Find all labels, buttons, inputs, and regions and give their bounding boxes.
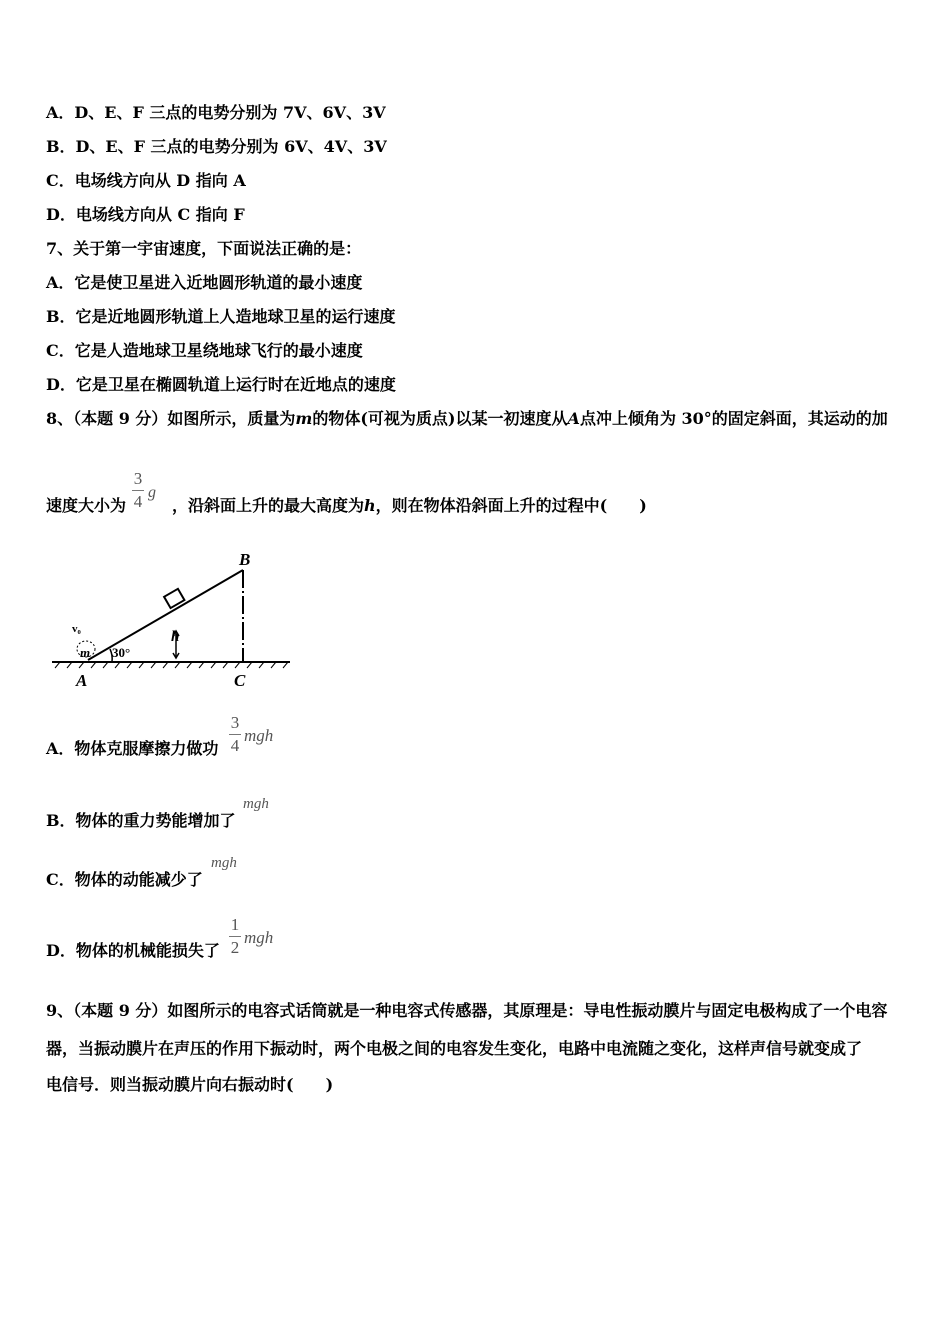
label-v0: v₀ [72, 623, 81, 635]
q8-option-a-fraction: 3 4 [230, 713, 240, 755]
q6-option-a: A．D、E、F 三点的电势分别为 7V、6V、3V [46, 103, 386, 122]
q9-line2: 器，当振动膜片在声压的作用下振动时，两个电极之间的电容发生变化，电路中电流随之变化，这样声信号就变成了 [46, 1039, 863, 1058]
q7-option-d: D．它是卫星在椭圆轨道上运行时在近地点的速度 [46, 375, 396, 394]
q8-stem-line2-part1: 速度大小为 [46, 496, 127, 515]
q7-option-c: C．它是人造地球卫星绕地球飞行的最小速度 [46, 341, 363, 360]
q8-option-c-mgh: mgh [211, 855, 237, 871]
q8-option-d-mgh: mgh [244, 928, 274, 947]
accel-g: g [148, 484, 156, 501]
q8-option-b: B．物体的重力势能增加了 [46, 811, 236, 830]
q7-stem: 7、关于第一宇宙速度，下面说法正确的是： [46, 239, 362, 258]
label-a: A [76, 671, 88, 690]
var-a: A [567, 409, 580, 428]
q9-line3: 电信号．则当振动膜片向右振动时( ) [46, 1075, 334, 1094]
q8-option-d: D．物体的机械能损失了 [46, 941, 220, 960]
label-b: B [239, 550, 251, 569]
q8-option-c: C．物体的动能减少了 [46, 870, 203, 889]
var-h: h [364, 496, 376, 515]
q7-option-a: A．它是使卫星进入近地圆形轨道的最小速度 [46, 273, 363, 292]
label-h: h [171, 629, 180, 645]
q8-stem-line1: 8、（本题 9 分）如图所示，质量为m的物体(可视为质点)以某一初速度从A点冲上倾角为 30°的固定斜面，其运动的加 [46, 409, 888, 428]
label-m: m [80, 645, 91, 660]
q8-option-b-mgh: mgh [243, 796, 269, 812]
q6-option-b: B．D、E、F 三点的电势分别为 6V、4V、3V [46, 137, 387, 156]
q6-option-d: D．电场线方向从 C 指向 F [46, 205, 245, 224]
label-c: C [234, 671, 246, 690]
q8-stem-line2-part2: ，沿斜面上升的最大高度为h，则在物体沿斜面上升的过程中( ) [172, 496, 647, 515]
q8-option-a-mgh: mgh [244, 726, 274, 745]
q6-option-c: C．电场线方向从 D 指向 A [46, 171, 246, 190]
q8-option-d-fraction: 1 2 [230, 915, 240, 957]
q9-line1: 9、（本题 9 分）如图所示的电容式话筒就是一种电容式传感器，其原理是：导电性振动膜片与固定电极构成了一个电容 [46, 1001, 888, 1020]
label-angle: 30° [112, 645, 131, 660]
q7-option-b: B．它是近地圆形轨道上人造地球卫星的运行速度 [46, 307, 396, 326]
q8-option-a: A．物体克服摩擦力做功 [46, 739, 219, 758]
incline-figure [50, 545, 300, 695]
var-m: m [295, 409, 313, 428]
accel-fraction: 3 4 [133, 469, 143, 511]
